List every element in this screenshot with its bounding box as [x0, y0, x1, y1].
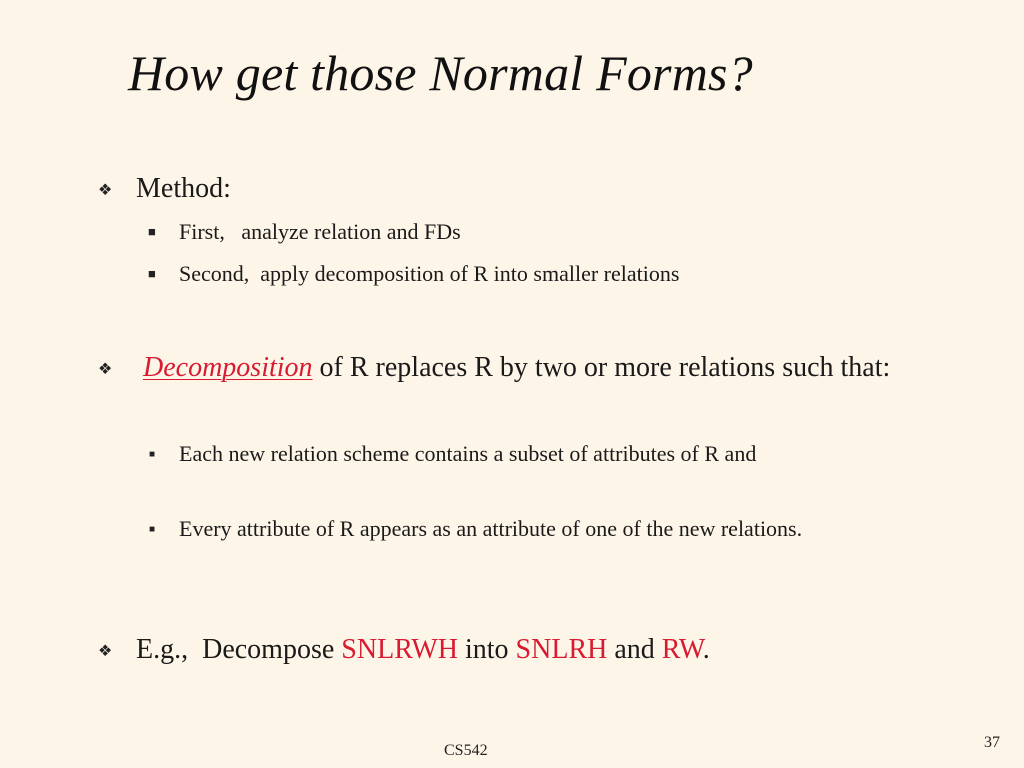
sub-bullet-subset [149, 437, 969, 471]
relation-rw: RW [661, 634, 703, 665]
small-square-bullet-icon: ■ [149, 449, 156, 460]
example-prefix: E.g., Decompose [136, 634, 342, 665]
bullet-text: Method: [136, 173, 231, 204]
slide-title: How get those Normal Forms? [128, 45, 753, 101]
sub-bullet-text: Each new relation scheme contains a subset of attributes of R and [179, 441, 757, 466]
page-number: 37 [984, 734, 1000, 751]
bullet-example [98, 632, 976, 668]
bullet-method [98, 171, 976, 207]
sub-bullet-every-attribute [149, 512, 969, 546]
relation-snlrh: SNLRH [515, 634, 608, 665]
diamond-four-icon: ❖ [98, 182, 113, 199]
sub-bullet-second [148, 257, 969, 291]
square-bullet-icon: ■ [148, 266, 156, 281]
diamond-four-icon: ❖ [98, 361, 113, 378]
bullet-decomposition [98, 350, 976, 386]
sub-bullet-text: Every attribute of R appears as an attribute of one of the new relations. [179, 516, 803, 541]
diamond-four-icon: ❖ [98, 643, 113, 660]
sub-bullet-text: Second, apply decomposition of R into smaller relations [179, 261, 680, 286]
example-period: . [702, 634, 710, 665]
decomposition-term: Decomposition [143, 352, 313, 383]
sub-bullet-first [148, 215, 969, 249]
square-bullet-icon: ■ [148, 224, 156, 239]
footer-course: CS542 [444, 742, 488, 759]
sub-bullet-text: First, analyze relation and FDs [179, 219, 461, 244]
example-into: into [457, 634, 516, 665]
small-square-bullet-icon: ■ [149, 524, 156, 535]
example-and: and [607, 634, 662, 665]
relation-snlrwh: SNLRWH [341, 634, 458, 665]
bullet-text: of R replaces R by two or more relations such that: [312, 352, 891, 383]
